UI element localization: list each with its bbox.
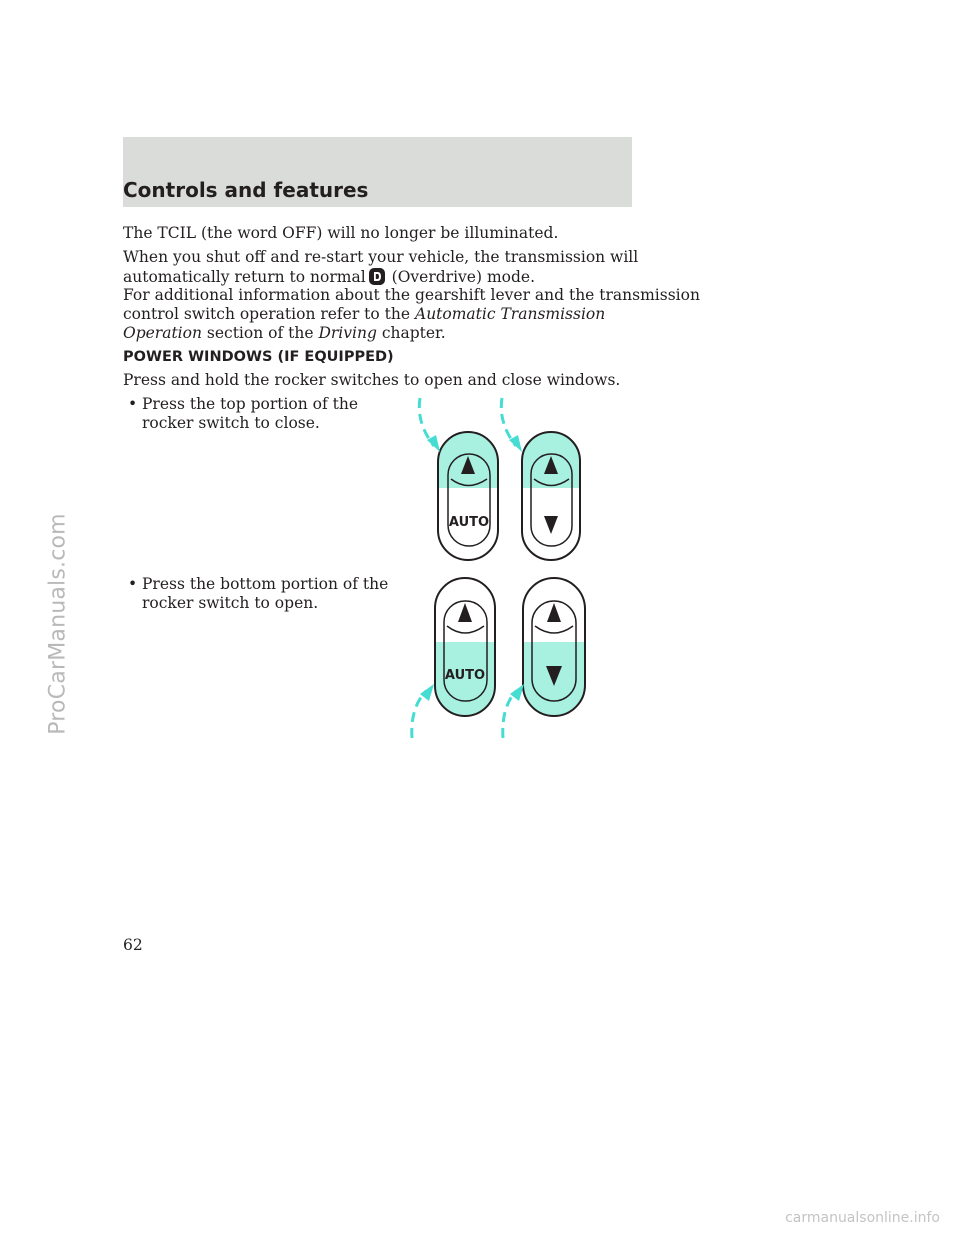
bullet-open-text xyxy=(142,575,388,613)
bullet-open-line1: Press the bottom portion of the xyxy=(142,575,389,593)
bullet-open-marker: • xyxy=(128,575,138,593)
pointer-arrow-icon xyxy=(412,684,434,738)
paragraph-restart-line2-end: (Overdrive) mode. xyxy=(391,268,535,286)
standard-window-switch-open xyxy=(523,578,585,716)
paragraph-more-info-line2-start: control switch operation refer to the xyxy=(123,305,411,323)
pointer-arrow-icon xyxy=(419,398,440,452)
overdrive-d-icon xyxy=(368,267,386,286)
page-number: 62 xyxy=(123,936,143,954)
up-arrow-icon xyxy=(547,603,561,622)
power-windows-heading: POWER WINDOWS (IF EQUIPPED) xyxy=(123,349,394,365)
paragraph-restart-line1: When you shut off and re-start your vehicle, the transmission will xyxy=(123,248,639,266)
paragraph-tcil: The TCIL (the word OFF) will no longer be illuminated. xyxy=(123,224,559,242)
driving-chapter-reference: Driving xyxy=(318,324,377,342)
operation-reference: Operation xyxy=(123,324,202,342)
standard-window-switch-close xyxy=(522,432,580,560)
footer-url: carmanualsonline.info xyxy=(785,1210,940,1226)
paragraph-more-info-line3-end: chapter. xyxy=(381,324,446,342)
paragraph-more-info-line3-mid: section of the xyxy=(206,324,314,342)
bullet-open-line2: rocker switch to open. xyxy=(142,594,319,612)
bullet-close-marker: • xyxy=(128,395,138,413)
side-watermark: ProCarManuals.com xyxy=(45,513,71,735)
auto-label: AUTO xyxy=(444,668,486,683)
section-title: Controls and features xyxy=(123,178,369,202)
up-arrow-icon xyxy=(458,603,472,622)
auto-label: AUTO xyxy=(448,515,490,530)
bullet-close-line2: rocker switch to close. xyxy=(142,414,320,432)
auto-window-switch-open xyxy=(435,578,495,716)
power-windows-intro: Press and hold the rocker switches to open and close windows. xyxy=(123,371,621,389)
rocker-switch-figure xyxy=(400,388,600,748)
bullet-close-text xyxy=(142,395,358,433)
pointer-arrow-icon xyxy=(503,684,524,738)
pointer-arrow-icon xyxy=(501,398,522,452)
paragraph-more-info-line1: For additional information about the gearshift lever and the transmission xyxy=(123,286,700,304)
paragraph-restart-line2-start: automatically return to normal xyxy=(123,268,366,286)
auto-window-switch-close xyxy=(438,432,498,560)
automatic-transmission-reference: Automatic Transmission xyxy=(415,305,606,323)
paragraph-more-info xyxy=(123,286,700,343)
down-arrow-icon xyxy=(544,516,558,534)
bullet-close-line1: Press the top portion of the xyxy=(142,395,359,413)
paragraph-restart xyxy=(123,248,638,287)
